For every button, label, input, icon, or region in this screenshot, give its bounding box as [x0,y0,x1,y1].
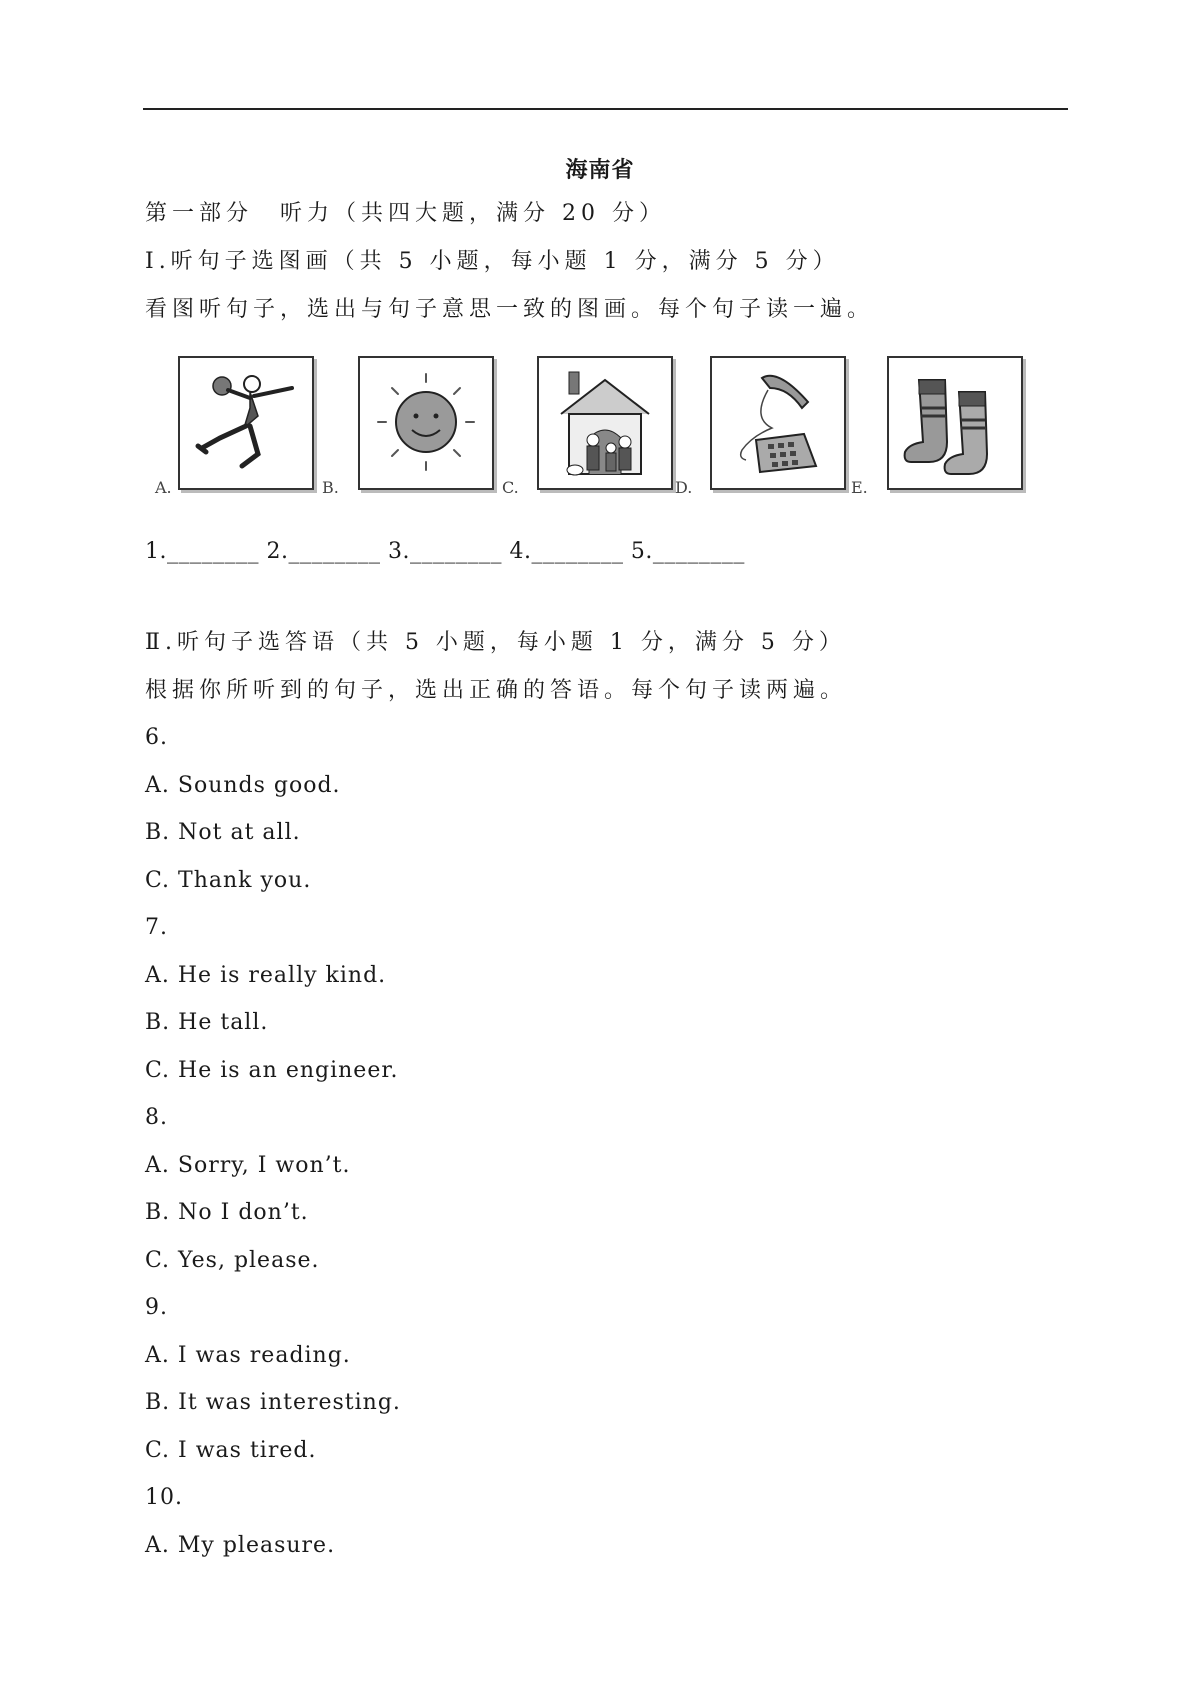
section1-heading: I.听句子选图画（共 5 小题，每小题 1 分，满分 5 分） [145,249,840,274]
section2-heading: Ⅱ.听句子选答语（共 5 小题，每小题 1 分，满分 5 分） [145,630,846,655]
section1-instruction: 看图听句子，选出与句子意思一致的图画。每个句子读一遍。 [145,297,875,322]
answer-option: B. No I don’t. [145,1200,309,1225]
answer-option: C. Yes, please. [145,1248,320,1273]
sun-icon [358,356,494,490]
picture-label-c: C. [502,478,519,497]
question-number: 9. [145,1295,168,1320]
answer-option: B. Not at all. [145,820,301,845]
section2-instruction: 根据你所听到的句子，选出正确的答语。每个句子读两遍。 [145,678,848,703]
answer-option: C. Thank you. [145,868,312,893]
picture-label-b: B. [322,478,339,497]
picture-label-a: A. [155,478,172,497]
answer-option: A. I was reading. [145,1343,351,1368]
picture-row [145,350,1045,505]
question-number: 6. [145,725,168,750]
answer-option: C. I was tired. [145,1438,317,1463]
family-house-icon [537,356,673,490]
answer-blanks: 1.________ 2.________ 3.________ 4.________ 5.________ [145,539,745,564]
part-heading: 第一部分 听力（共四大题，满分 20 分） [145,201,666,226]
basketball-player-icon [178,356,314,490]
picture-label-e: E. [851,478,868,497]
telephone-icon [710,356,846,490]
top-rule [143,108,1068,110]
question-number: 7. [145,915,168,940]
picture-label-d: D. [675,478,693,497]
answer-option: A. Sorry, I won’t. [145,1153,351,1178]
socks-icon [887,356,1023,490]
question-number: 8. [145,1105,168,1130]
answer-option: B. It was interesting. [145,1390,401,1415]
answer-option: A. He is really kind. [145,963,387,988]
answer-option: A. My pleasure. [145,1533,336,1558]
answer-option: C. He is an engineer. [145,1058,399,1083]
answer-option: A. Sounds good. [145,773,341,798]
page-title: 海南省 [565,158,635,183]
question-number: 10. [145,1485,183,1510]
answer-option: B. He tall. [145,1010,269,1035]
